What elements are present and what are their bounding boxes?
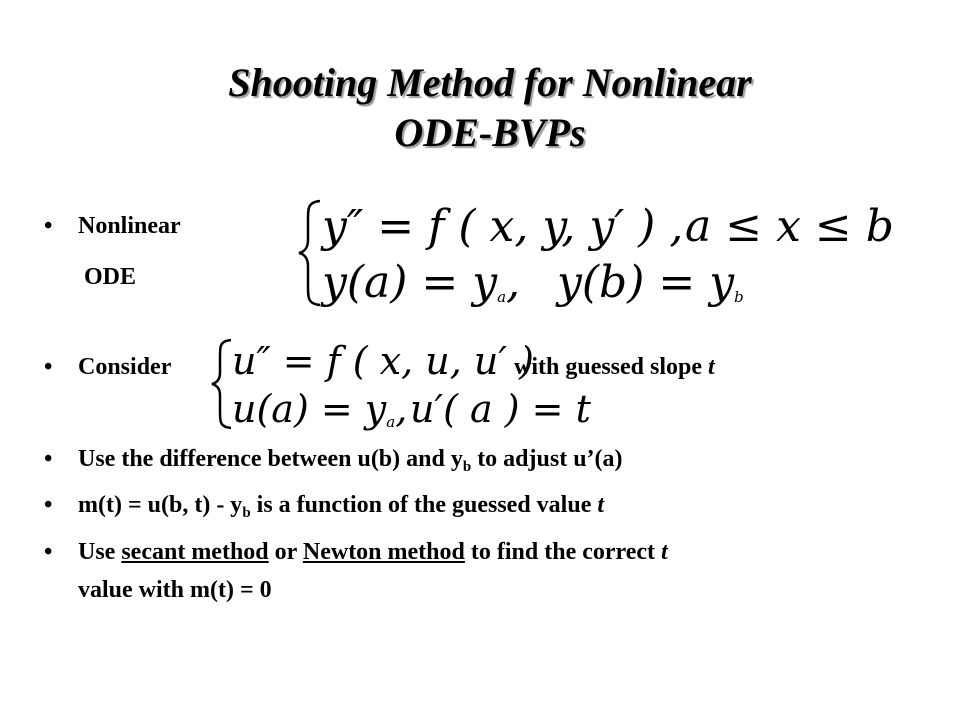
ode-boundary-a: $y(a) = y_a$,	[322, 257, 521, 308]
bullet-dot: •	[44, 213, 53, 239]
title-line-2: ODE-BVPs	[394, 110, 586, 155]
bullet-dot: •	[44, 492, 53, 518]
ode-boundary-b: $y(b) = y_b$	[557, 257, 744, 308]
bullet-nonlinear	[44, 211, 181, 241]
nonlinear-label: Nonlinear	[78, 213, 181, 239]
bullet-dot: •	[44, 539, 53, 565]
bullet-function: • m(t) = u(b, $t) - y_b$ is a function of the guessed value t	[44, 492, 605, 521]
method-line-2: value with m(t) = 0	[78, 577, 272, 603]
bullet-consider	[44, 352, 171, 382]
title-line-1: Shooting Method for Nonlinear	[228, 60, 752, 105]
bullet-dot: •	[44, 446, 53, 472]
guessed-slope-text: with guessed slope t	[514, 354, 715, 380]
ode-range: a ≤ x ≤ b	[685, 201, 894, 252]
slide-title	[0, 58, 960, 158]
bullet-difference: • Use the difference between u(b) and $y_b$ to adjust u’(a)	[44, 446, 623, 475]
ode-label: ODE	[84, 264, 137, 290]
ivp-equation-1: u″ = f ( x, u, u′ )	[232, 339, 534, 383]
ode-equation-1: y″ = f ( x, y, y′ ) ,	[322, 201, 684, 252]
ivp-initial-value: $u(a) = y_a$,	[232, 387, 408, 431]
bullet-method: • Use secant method or Newton method to find the correct t	[44, 539, 668, 565]
left-brace-ode	[296, 198, 324, 308]
newton-method-link: Newton method	[302, 539, 465, 565]
ivp-initial-slope: u′( a ) = t	[410, 387, 591, 431]
secant-method-link: secant method	[121, 539, 269, 565]
bullet-dot: •	[44, 354, 53, 380]
consider-label: Consider	[78, 354, 172, 380]
